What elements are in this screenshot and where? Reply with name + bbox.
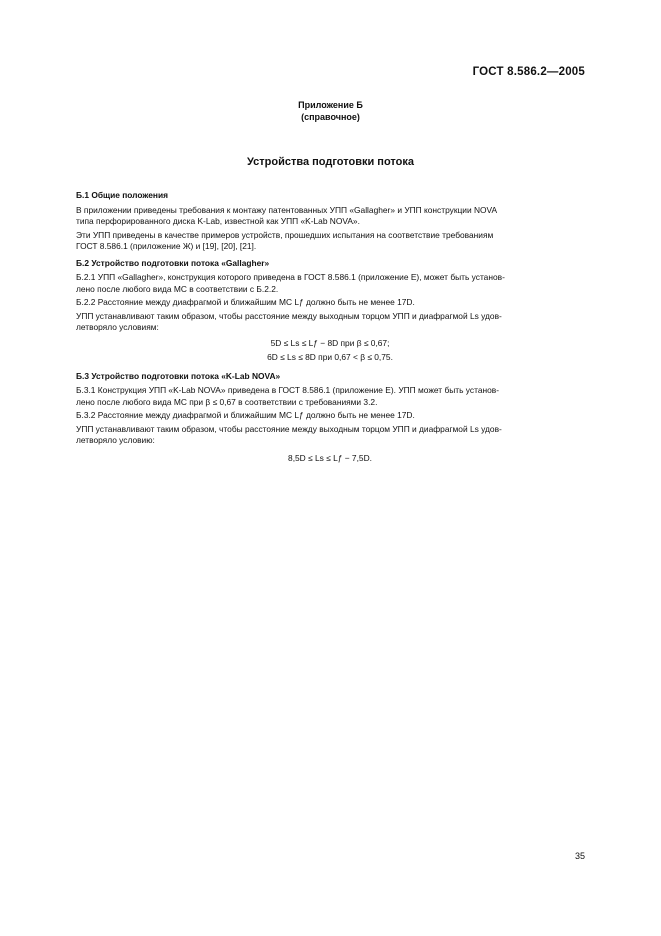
paragraph-line: ГОСТ 8.586.1 (приложение Ж) и [19], [20], [21]. [76, 241, 257, 251]
document-body [76, 190, 584, 464]
paragraph-line: Б.2.1 УПП «Gallagher», конструкция которого приведена в ГОСТ 8.586.1 (приложение Е), может быть установ- [76, 272, 505, 282]
formula-b2-2: 6D ≤ Ls ≤ 8D при 0,67 < β ≤ 0,75. [267, 352, 393, 362]
paragraph-b3-2: Б.3.2 Расстояние между диафрагмой и ближайшим МС Lƒ должно быть не менее 17D. [76, 410, 415, 420]
paragraph-line: лено после любого вида МС в соответствии с Б.2.2. [76, 283, 279, 294]
paragraph-line: летворяло условиям: [76, 322, 159, 332]
formula-b3-1: 8,5D ≤ Ls ≤ Lƒ − 7,5D. [288, 452, 372, 463]
page-title: Устройства подготовки потока [247, 156, 414, 168]
section-heading-b3: Б.3 Устройство подготовки потока «K-Lab NOVA» [76, 370, 281, 381]
appendix-heading [0, 99, 661, 123]
paragraph-b2-3 [76, 311, 584, 334]
paragraph-line: Эти УПП приведены в качестве примеров устройств, прошедших испытания на соответствие требованиям [76, 229, 494, 240]
page-number: 35 [574, 851, 585, 861]
paragraph-line: Б.3.1 Конструкция УПП «K-Lab NOVA» приведена в ГОСТ 8.586.1 (приложение Е). УПП может быть установ- [76, 385, 500, 395]
paragraph-line: В приложении приведены требования к монтажу патентованных УПП «Gallagher» и УПП конструкции NOVA [76, 204, 498, 215]
paragraph-line: летворяло условию: [76, 435, 155, 445]
appendix-label: Приложение Б [298, 100, 363, 110]
paragraph-b1-1 [76, 205, 584, 228]
paragraph-line: лено после любого вида МС при β ≤ 0,67 в соответствии с требованиями 3.2. [76, 396, 378, 407]
section-heading-b2: Б.2 Устройство подготовки потока «Gallagher» [76, 257, 270, 268]
paragraph-b2-2: Б.2.2 Расстояние между диафрагмой и ближайшим МС Lƒ должно быть не менее 17D. [76, 297, 415, 307]
paragraph-b1-2 [76, 230, 584, 253]
paragraph-b3-3 [76, 424, 584, 447]
paragraph-line: УПП устанавливают таким образом, чтобы расстояние между выходным торцом УПП и диафрагмой Ls удов- [76, 423, 502, 434]
appendix-kind: (справочное) [301, 112, 360, 122]
section-heading-b1: Б.1 Общие положения [76, 190, 168, 200]
formula-b2-1: 5D ≤ Ls ≤ Lƒ − 8D при β ≤ 0,67; [270, 337, 390, 348]
paragraph-b3-1 [76, 385, 584, 408]
paragraph-b2-1 [76, 272, 584, 295]
document-code-header: ГОСТ 8.586.2—2005 [472, 66, 585, 78]
paragraph-line: типа перфорированного диска K-Lab, известной как УПП «K-Lab NOVA». [76, 216, 360, 226]
paragraph-line: УПП устанавливают таким образом, чтобы расстояние между выходным торцом УПП и диафрагмой Ls удов- [76, 310, 502, 321]
